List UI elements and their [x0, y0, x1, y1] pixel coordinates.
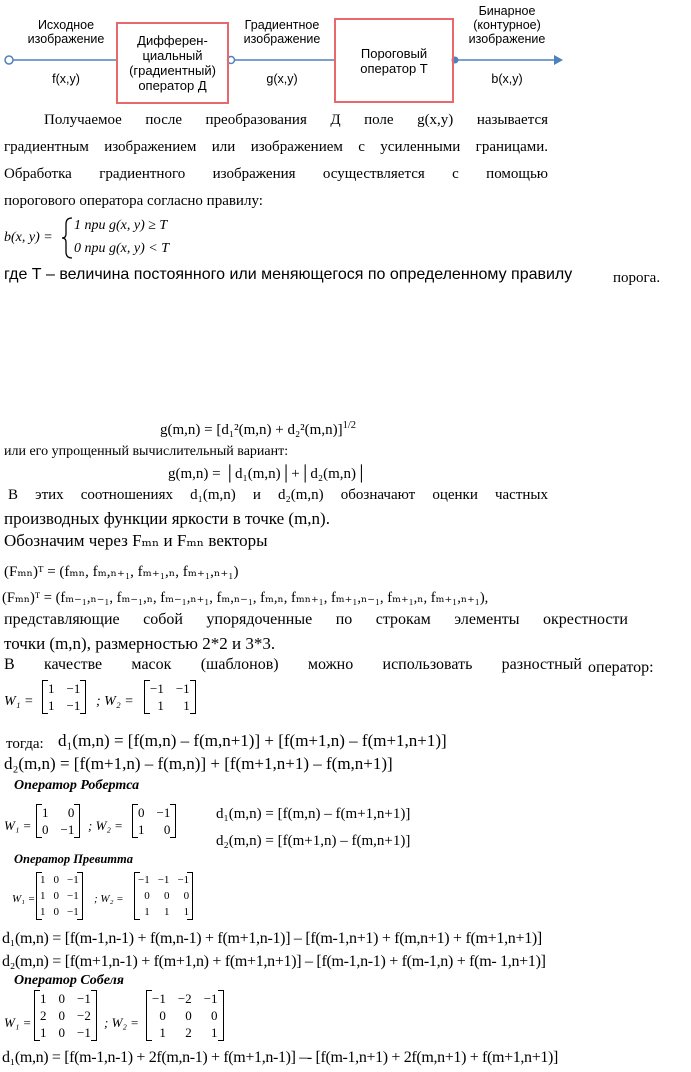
sob-w1-label: W₁ =	[4, 1015, 32, 1030]
matrix-cell: −1	[157, 874, 170, 886]
output-label: Бинарное (контурное) изображение	[468, 4, 546, 46]
output-fn: b(x,y)	[491, 72, 523, 86]
w1-label: W₁ =	[4, 694, 34, 709]
matrix-cell: 0	[211, 1008, 218, 1023]
rob-w1-label: W₁ =	[4, 818, 32, 833]
sob-w2-label: ; W₂ =	[104, 1015, 139, 1030]
matrix-bracket	[187, 872, 193, 920]
mid-label: Градиентное изображение	[243, 18, 321, 46]
differential-operator-box: Дифферен- циальный (градиентный) оператор Д	[116, 22, 229, 104]
piecewise-lhs: b(x, y) =	[4, 230, 53, 245]
matrix-cell: 0	[163, 890, 170, 902]
matrix-cell: −1	[152, 991, 166, 1006]
matrix-cell: −1	[150, 681, 164, 696]
togda-word: тогда:	[6, 736, 44, 752]
matrix-bracket	[146, 990, 152, 1041]
matrix-cell: 0	[58, 1008, 65, 1023]
gradient-formula: $g(m,n) = [d_1^2(m,n) + d_2^2(m,n)]^{1/2}$	[160, 420, 357, 438]
matrix-cell: 0	[144, 890, 150, 902]
roberts-d2-formula: d₂(m,n) = [f(m+1,n) – f(m,n+1)]	[216, 833, 411, 849]
sobel-w1-matrix	[34, 990, 97, 1041]
prewitt-w1-matrix	[36, 872, 83, 920]
matrix-bracket	[170, 804, 176, 838]
matrix-cell: 1	[163, 906, 170, 918]
matrix-cell: 1	[159, 1025, 166, 1040]
matrix-cell: 0	[53, 890, 59, 902]
matrix-cell: 0	[58, 991, 65, 1006]
matrix-cell: −1	[77, 1025, 91, 1040]
basic-w1-matrix	[42, 680, 86, 714]
matrix-cell: 0	[53, 906, 59, 918]
matrix-cell: 0	[159, 1008, 166, 1023]
matrix-cell: 2	[185, 1025, 192, 1040]
paragraph-line-6: производных функции яркости в точке (m,n).	[4, 509, 330, 528]
matrix-bracket	[36, 804, 42, 838]
matrix-cell: 1	[48, 698, 55, 713]
prewitt-heading: Оператор Превитта	[14, 852, 133, 866]
mid-fn: g(x,y)	[266, 72, 298, 86]
matrix-cell: 0	[185, 1008, 192, 1023]
paragraph-line-2: градиентным изображением или изображением с усиленными границами.	[4, 139, 548, 155]
sobel-heading: Оператор Собеля	[14, 973, 124, 988]
paragraph-line-9: точки (m,n), размерностью 2*2 и 3*3.	[4, 634, 276, 653]
roberts-w2-matrix	[132, 804, 176, 838]
paragraph-line-8: представляющие собой упорядоченные по строкам элементы окрестности	[4, 611, 628, 628]
matrix-cell: 0	[163, 822, 171, 837]
input-node	[5, 56, 13, 64]
prew-w1-label: W₁ =	[12, 893, 36, 905]
paragraph-line-3: Обработка градиентного изображения осуществляется с помощью	[4, 166, 548, 182]
matrix-cell: −1	[67, 874, 79, 886]
roberts-d1-formula: d₁(m,n) = [f(m,n) – f(m+1,n+1)]	[216, 806, 411, 822]
matrix-cell: −1	[66, 681, 81, 696]
matrix-cell: −1	[77, 991, 91, 1006]
matrix-cell: −1	[175, 681, 190, 696]
matrix-cell: 1	[40, 890, 46, 902]
matrix-cell: −2	[77, 1008, 91, 1023]
matrix-cell: 0	[53, 874, 59, 886]
simplified-formula: g(m,n) = │d₁(m,n)│+│d₂(m,n)│	[168, 466, 367, 482]
prewitt-d2-formula: d₂(m,n) = [f(m+1,n-1) + f(m+1,n) + f(m+1,n+1)] – [f(m-1,n-1) + f(m-1,n) + f(m- 1,n+1)]	[2, 953, 546, 970]
matrix-cell: 0	[67, 805, 75, 820]
matrix-bracket	[132, 804, 138, 838]
matrix-cell: 2	[40, 1008, 47, 1023]
paragraph-line-4: порогового оператора согласно правилу:	[4, 193, 263, 209]
w2-label: ; W₂ =	[96, 694, 134, 709]
matrix-cell: −1	[138, 874, 150, 886]
matrix-bracket	[42, 680, 48, 714]
matrix-cell: 1	[144, 906, 150, 918]
vector-2x2: (Fₘₙ)ᵀ = (fₘₙ, fₘ,ₙ₊₁, fₘ₊₁,ₙ, fₘ₊₁,ₙ₊₁)	[4, 564, 239, 580]
matrix-bracket	[36, 872, 42, 920]
matrix-cell: 1	[211, 1025, 218, 1040]
matrix-cell: 1	[183, 906, 190, 918]
threshold-operator-box: Пороговый оператор Т	[334, 18, 454, 103]
matrix-cell: 0	[42, 822, 49, 837]
matrix-cell: 0	[138, 805, 145, 820]
paragraph-line-1: Получаемое после преобразования Д поле g(x,y) называется	[44, 112, 548, 128]
porog-word: порога.	[613, 270, 661, 286]
where-t-line: где Т – величина постоянного или меняющегося по определенному правилу	[4, 266, 573, 283]
matrix-cell: 1	[40, 874, 46, 886]
matrix-cell: 1	[138, 822, 145, 837]
matrix-cell: 1	[157, 698, 164, 713]
d2-basic-formula: d₂(m,n) = [f(m+1,n) – f(m,n)] + [f(m+1,n+1) – f(m,n+1)]	[4, 754, 393, 773]
matrix-cell: 1	[40, 1025, 47, 1040]
matrix-cell: −1	[203, 991, 218, 1006]
matrix-cell: 1	[183, 698, 190, 713]
prewitt-w2-matrix	[134, 872, 193, 920]
matrix-cell: −1	[177, 874, 190, 886]
vector-3x3: (Fₘₙ)ᵀ = (fₘ₋₁,ₙ₋₁, fₘ₋₁,ₙ, fₘ₋₁,ₙ₊₁, fₘ,ₙ₋₁, fₘ,ₙ, fₘₙ₊₁, fₘ₊₁,ₙ₋₁, fₘ₊₁,ₙ, fₘ₊₁,ₙ₊₁),	[2, 590, 489, 606]
matrix-cell: −2	[177, 991, 192, 1006]
matrix-cell: 1	[42, 805, 49, 820]
paragraph-line-5: В этих соотношениях d₁(m,n) и d₂(m,n) обозначают оценки частных	[8, 487, 548, 503]
matrix-cell: 1	[48, 681, 55, 696]
matrix-cell: −1	[60, 822, 75, 837]
simplified-intro: или его упрощенный вычислительный вариант:	[4, 444, 289, 459]
input-label: Исходное изображение	[27, 18, 105, 46]
matrix-cell: −1	[66, 698, 81, 713]
rob-w2-label: ; W₂ =	[88, 818, 123, 833]
operator-word: оператор:	[588, 659, 654, 676]
matrix-cell: 1	[40, 906, 46, 918]
matrix-bracket	[77, 872, 83, 920]
matrix-bracket	[91, 990, 97, 1041]
piecewise-case-2: 0 при g(x, y) < T	[74, 241, 169, 256]
matrix-bracket	[218, 990, 224, 1041]
matrix-cell: −1	[67, 906, 79, 918]
sobel-w2-matrix	[146, 990, 224, 1041]
roberts-w1-matrix	[36, 804, 80, 838]
piecewise-case-1: 1 при g(x, y) ≥ T	[74, 218, 168, 233]
input-fn: f(x,y)	[52, 72, 80, 86]
matrix-cell: 0	[58, 1025, 65, 1040]
matrix-bracket	[144, 680, 150, 714]
matrix-bracket	[134, 872, 140, 920]
paragraph-line-10: В качестве масок (шаблонов) можно использовать разностный	[4, 656, 582, 673]
basic-w2-matrix	[144, 680, 196, 714]
matrix-bracket	[190, 680, 196, 714]
prew-w2-label: ; W₂ =	[94, 893, 124, 905]
sobel-d1-formula: d₁(m,n) = [f(m-1,n-1) + 2f(m,n-1) + f(m+1,n-1)] –- [f(m-1,n+1) + 2f(m,n+1) + f(m+1,n+1)]	[2, 1049, 558, 1066]
matrix-cell: −1	[67, 890, 79, 902]
matrix-cell: −1	[156, 805, 171, 820]
arrow-icon	[554, 55, 563, 65]
matrix-cell: 0	[183, 890, 190, 902]
matrix-bracket	[34, 990, 40, 1041]
prewitt-d1-formula: d₁(m,n) = [f(m-1,n-1) + f(m,n-1) + f(m+1,n-1)] – [f(m-1,n+1) + f(m,n+1) + f(m+1,n+1)]	[2, 930, 542, 947]
paragraph-line-7: Обозначим через Fₘₙ и Fₘₙ векторы	[4, 531, 268, 550]
curly-brace-icon	[60, 216, 74, 260]
matrix-bracket	[74, 804, 80, 838]
matrix-cell: 1	[40, 991, 47, 1006]
matrix-bracket	[80, 680, 86, 714]
d1-basic-formula: d₁(m,n) = [f(m,n) – f(m,n+1)] + [f(m+1,n) – f(m+1,n+1)]	[58, 731, 447, 750]
roberts-heading: Оператор Робертса	[14, 778, 140, 793]
